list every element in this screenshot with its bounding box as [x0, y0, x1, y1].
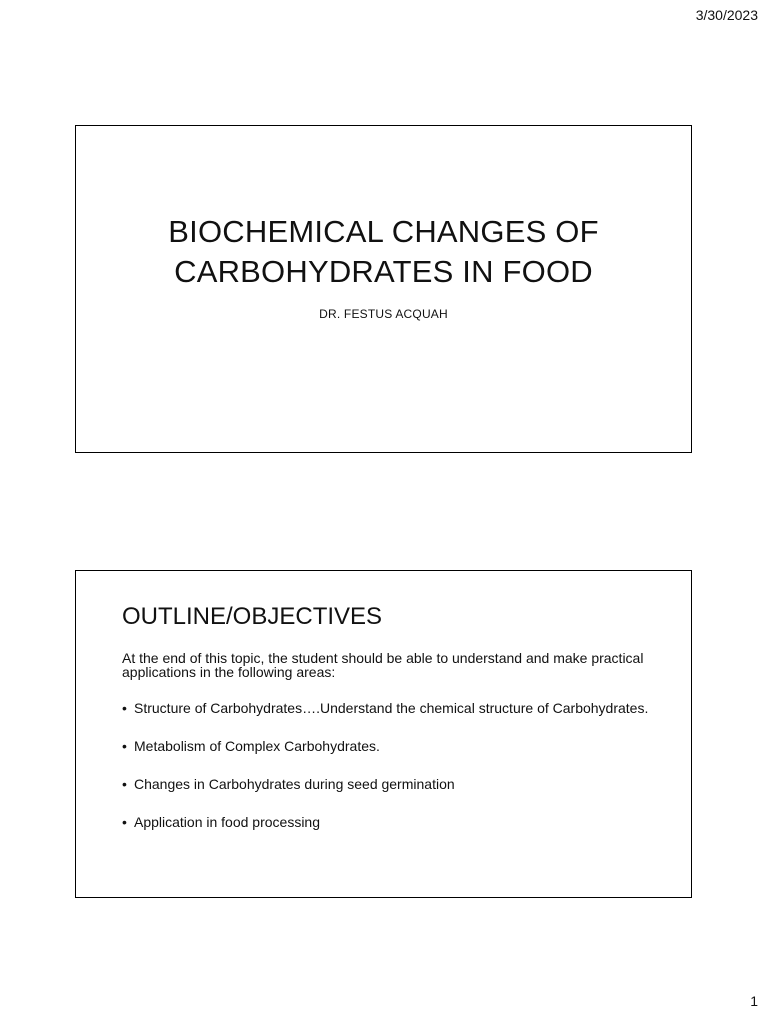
outline-intro: At the end of this topic, the student should be able to understand and make practical applications in the following areas: [122, 650, 644, 680]
objective-item [122, 777, 657, 791]
title-slide [75, 125, 692, 453]
bullet-icon: • [122, 776, 127, 792]
slide-title-line-2: CARBOHYDRATES IN FOOD [174, 254, 593, 289]
title-block [76, 212, 691, 322]
outline-heading: OUTLINE/OBJECTIVES [122, 603, 383, 630]
objective-item [122, 701, 657, 715]
objective-text: Application in food processing [134, 814, 321, 830]
objective-text: Changes in Carbohydrates during seed germination [134, 776, 455, 792]
bullet-icon: • [122, 700, 127, 716]
outline-slide [75, 570, 692, 898]
objective-item [122, 815, 657, 829]
author-name: DR. FESTUS ACQUAH [319, 307, 448, 321]
objective-text: Structure of Carbohydrates….Understand the chemical structure of Carbohydrates. [134, 700, 649, 716]
page-number: 1 [750, 993, 758, 1009]
objectives-list [122, 701, 657, 829]
page-date: 3/30/2023 [695, 7, 758, 23]
slide-title-line-1: BIOCHEMICAL CHANGES OF [168, 214, 599, 249]
objective-item [122, 739, 657, 753]
bullet-icon: • [122, 814, 127, 830]
objective-text: Metabolism of Complex Carbohydrates. [134, 738, 380, 754]
bullet-icon: • [122, 738, 127, 754]
